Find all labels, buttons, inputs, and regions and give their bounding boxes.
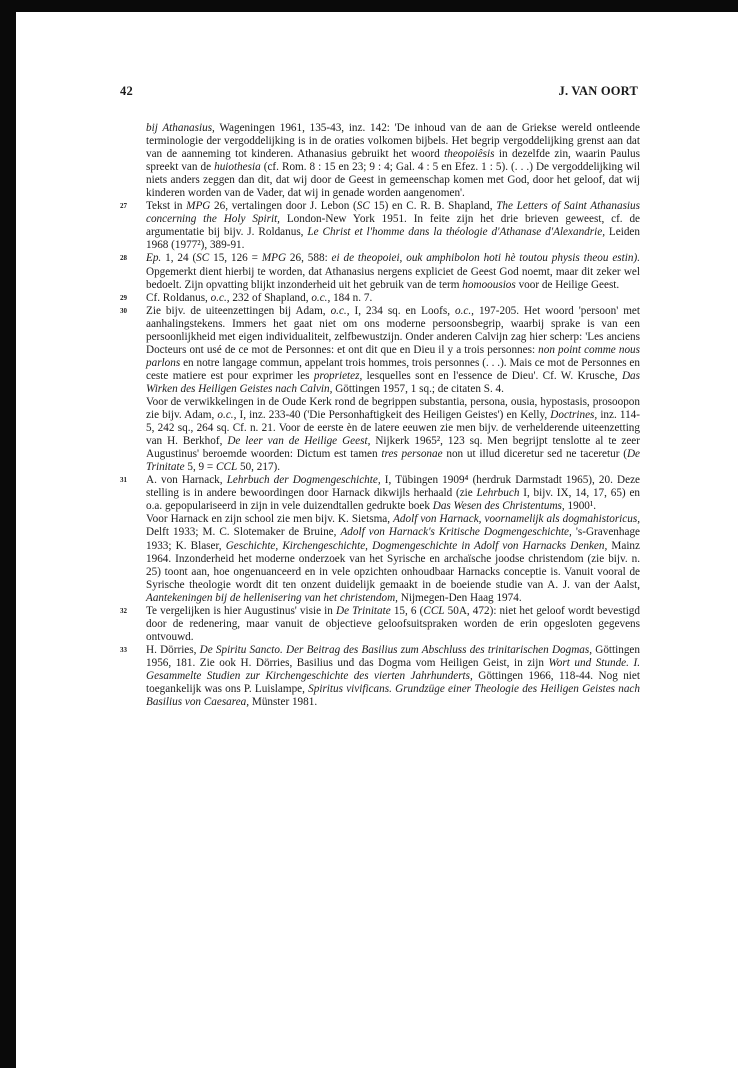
text-run: 50A, 472): niet het geloof wordt bevestigd door de redenering, maar vanuit de objectieve geloofsuitspraken worden de erin opgesloten gegevens ontvouwd. — [146, 604, 640, 643]
text-run: Voor Harnack en zijn school zie men bijv. K. Sietsma, — [146, 513, 394, 526]
italic-text: Doctrines, — [550, 409, 598, 422]
footnote-paragraph — [146, 305, 640, 396]
italic-text: De Trinitate — [336, 604, 391, 617]
italic-text: Adolf von Harnack, voornamelijk als dogmahistoricus, — [393, 513, 640, 526]
footnote — [120, 252, 640, 291]
running-header — [120, 84, 638, 99]
text-run: 232 of Shapland, — [229, 291, 312, 304]
italic-text: SC — [196, 252, 210, 265]
italic-text: De leer van de Heilige Geest, — [227, 435, 371, 448]
text-run: non ut illud diceretur sed ne taceretur ( — [442, 448, 627, 461]
footnote — [120, 474, 640, 604]
footnote — [120, 122, 640, 200]
page-number: 42 — [120, 84, 133, 98]
footnote-paragraph — [146, 644, 640, 709]
text-run: 15, 6 ( — [390, 604, 424, 617]
footnote-number: 33 — [120, 645, 127, 654]
text-run: 197-205. Het woord 'persoon' met aanhalingstekens. Immers het gaat niet om ons moderne persoonsbegrip, waarbij sprake is van een persoonlijkheid met eigen individualiteit, zelfbewustzijn. Onder anderen Calvijn zag hier scherp: 'Les anciens Docteurs ont usé de ce mot de Personnes: et ont dit que en Dieu il y a trois personnes: — [146, 304, 640, 356]
footnote-paragraph — [146, 513, 640, 604]
italic-text: Ep. — [146, 252, 162, 265]
italic-text: Geschichte, Kirchengeschichte, Dogmengeschichte in Adolf von Harnacks Denken, — [225, 539, 608, 552]
footnote-number — [120, 122, 146, 200]
italic-text: CCL — [216, 461, 238, 474]
italic-text: De Spiritu Sancto. Der Beitrag des Basilius zum Abschluss des trinitarischen Dogmas, — [199, 643, 593, 656]
footnote-body — [146, 474, 640, 604]
footnote-number: 28 — [120, 254, 127, 263]
text-run: H. Dörries, — [146, 643, 200, 656]
text-run: en notre langage commun, appelant trois hommes, trois personnes (. . .). Mais ce mot de Personnes en ceste matiere est pour exprimer les — [146, 356, 640, 382]
italic-text: tres personae — [381, 448, 443, 461]
italic-text: huiothesia — [214, 161, 261, 174]
italic-text: CCL — [423, 604, 445, 617]
text-run: Tekst in — [146, 200, 187, 213]
italic-text: MPG — [186, 200, 211, 213]
text-run: 15) en C. R. B. Shapland, — [369, 200, 497, 213]
italic-text: The Letters of Saint Athanasius concerning the Holy Spirit, — [146, 200, 640, 226]
footnote — [120, 200, 640, 252]
text-run: London-New York 1951. In feite zijn het drie brieven geweest, cf. de argumentatie bij bijv. J. Roldanus, — [146, 213, 641, 239]
italic-text: SC — [356, 200, 370, 213]
italic-text: Das Wirken des Heiligen Geistes nach Calvin, — [146, 369, 640, 395]
text-run: lesquelles sont en l'essence de Dieu'. Cf. W. Krusche, — [362, 369, 622, 382]
footnote-number: 32 — [120, 606, 127, 615]
italic-text: Aantekeningen bij de hellenisering van het christendom, — [146, 591, 398, 604]
text-run: voor de Heilige Geest. — [515, 278, 620, 291]
running-author: J. VAN OORT — [558, 84, 638, 98]
text-run: Göttingen 1966, 118-44. Nog niet toegankelijk was ons P. Luislampe, — [146, 669, 640, 696]
italic-text: Wort und Stunde. I. Gesammelte Studien zur Kirchengeschichte des vierten Jahrhunderts, — [146, 656, 640, 682]
text-run: inz. 114-5, 242 sq., 264 sq. Cf. n. 21. Voor de eerste èn de latere eeuwen zie men bijv. de verhelderende uiteenzetting van H. Berkhof, — [146, 409, 640, 448]
footnote-body — [146, 605, 640, 644]
text-run: Nijkerk 1965², 123 sq. Men begrijpt tenslotte al te zeer Augustinus' beroemde woorden: Dictum est tamen — [146, 435, 640, 461]
footnote-number: 31 — [120, 476, 127, 485]
text-run: A. von Harnack, — [146, 474, 227, 487]
italic-text: Lehrbuch der Dogmengeschichte, — [226, 474, 381, 487]
italic-text: o.c., — [330, 304, 350, 317]
footnote-number: 27 — [120, 202, 127, 211]
italic-text: o.c., — [311, 291, 331, 304]
italic-text: Das Wesen des Christentums, — [432, 500, 565, 513]
text-run: Nijmegen-Den Haag 1974. — [397, 591, 522, 604]
text-run: 26, 588: — [286, 252, 332, 265]
footnote-paragraph — [146, 396, 640, 474]
text-run: Voor de verwikkelingen in de Oude Kerk rond de begrippen substantia, persona, ousia, hypostasis, prosoopon zie bijv. Adam, — [146, 395, 640, 422]
italic-text: Lehrbuch — [476, 487, 520, 500]
scan-top-edge — [0, 0, 738, 12]
italic-text: Le Christ et l'homme dans la théologie d'Athanase d'Alexandrie, — [307, 226, 605, 239]
text-run: in dezelfde zin, waarin Paulus spreekt van de — [146, 148, 640, 174]
footnote-body — [146, 122, 640, 200]
italic-text: Spiritus vivificans. Grundzüge einer Theologie des Heiligen Geistes nach Basilius von Caesarea, — [146, 683, 640, 709]
italic-text: o.c., — [210, 291, 230, 304]
footnote-paragraph — [146, 292, 640, 305]
italic-text: Adolf von Harnack's Kritische Dogmengeschichte, — [340, 526, 572, 539]
footnote-paragraph — [146, 474, 640, 513]
text-run: (cf. Rom. 8 : 15 en 23; 9 : 4; Gal. 4 : 5 en Efez. 1 : 5). (. . .) De vergoddelijking wil niets anders zeggen dan dit, dat wij door de Geest in gemeenschap komen met God, door het geloof, dat wij kinderen worden van de Vader, dat wij in genade worden aangenomen'. — [146, 161, 640, 200]
text-run: I, inz. 233-40 ('Die Personhaftigkeit des Heiligen Geistes') en Kelly, — [236, 409, 551, 422]
footnote — [120, 305, 640, 475]
italic-text: theopoiêsis — [444, 148, 495, 161]
text-run: 184 n. 7. — [330, 291, 373, 304]
italic-text: De Trinitate — [146, 448, 640, 474]
text-run: 1, 24 ( — [161, 252, 197, 265]
text-run: Leiden 1968 (1977²), 389-91. — [146, 226, 640, 252]
footnote-paragraph — [146, 122, 640, 200]
footnote — [120, 605, 640, 644]
text-run: 1900¹. — [564, 500, 597, 513]
italic-text: homoousios — [462, 278, 516, 291]
text-run: Mainz 1964. Inzonderheid het moderne onderzoek van het Syrische en archaïsche joodse christendom (zie bijv. n. 25) toont aan, hoe ongenuanceerd en in vele opzichten onhoudbaar Harnacks conceptie is. Vanuit vooral de Syrische theologie wordt dit ten onzent duidelijk gemaakt in de boeiende studie van A. J. van der Aalst, — [146, 539, 640, 591]
footnote-number: 30 — [120, 306, 127, 315]
italic-text: non point comme nous parlons — [146, 343, 640, 369]
text-run: Wageningen 1961, 135-43, inz. 142: 'De inhoud van de aan de Griekse wereld ontleende terminologie der vergoddelijking is in de oraties volkomen bijbels. Het begrip vergoddelijking grenst aan dat van de aanneming tot kinderen. Athanasius gebruikt het woord — [146, 122, 640, 161]
text-run: Te vergelijken is hier Augustinus' visie in — [146, 604, 336, 617]
text-run: Göttingen 1956, 181. Zie ook H. Dörries, Basilius und das Dogma vom Heiligen Geist, in zijn — [146, 643, 640, 669]
footnote — [120, 292, 640, 305]
text-run: Zie bijv. de uiteenzettingen bij Adam, — [146, 304, 331, 317]
footnote-paragraph — [146, 605, 640, 644]
text-run: 50, 217). — [237, 461, 281, 474]
footnote-body — [146, 252, 640, 291]
footnotes — [120, 122, 640, 709]
footnote-body — [146, 305, 640, 475]
text-run: I, Tübingen 1909⁴ (herdruk Darmstadt 1965), 20. Deze stelling is in andere bewoordingen door Harnack dikwijls herhaald (zie — [146, 474, 641, 500]
italic-text: ei de theopoiei, ouk amphibolon hoti hè toutou physis theou estin). — [331, 252, 640, 265]
text-run: Göttingen 1957, 1 sq.; de citaten S. 4. — [332, 382, 504, 395]
scan-left-edge — [0, 0, 16, 1068]
text-run: Cf. Roldanus, — [146, 291, 211, 304]
text-run: 15, 126 = — [209, 252, 262, 265]
footnote-body — [146, 644, 640, 709]
footnote-paragraph — [146, 200, 640, 252]
text-run: Opgemerkt dient hierbij te worden, dat Athanasius nergens expliciet de Geest God noemt, maar dit zeker wel bedoelt. Zijn opvatting blijkt inzonderheid uit het gebruik van de term — [146, 265, 640, 291]
footnote-paragraph — [146, 252, 640, 291]
text-run: I, bijv. IX, 14, 17, 65) en o.a. gepopulariseerd in zijn in vele duizendtallen gedrukte boek — [146, 487, 641, 513]
italic-text: MPG — [261, 252, 287, 265]
text-run: Münster 1981. — [249, 696, 318, 709]
text-run: 's-Gravenhage 1933; K. Blaser, — [146, 526, 640, 552]
footnote — [120, 644, 640, 709]
text-run: 5, 9 = — [184, 461, 217, 474]
italic-text: o.c., — [455, 304, 474, 317]
footnote-body — [146, 200, 640, 252]
text-run: I, 234 sq. en Loofs, — [349, 304, 456, 317]
footnote-number: 29 — [120, 293, 127, 302]
text-run: 26, vertalingen door J. Lebon ( — [210, 200, 357, 213]
footnote-body — [146, 292, 640, 305]
text-run: Delft 1933; M. C. Slotemaker de Bruine, — [146, 526, 341, 539]
italic-text: bij Athanasius, — [146, 122, 215, 134]
italic-text: proprietez, — [313, 369, 363, 382]
italic-text: o.c., — [217, 409, 237, 422]
